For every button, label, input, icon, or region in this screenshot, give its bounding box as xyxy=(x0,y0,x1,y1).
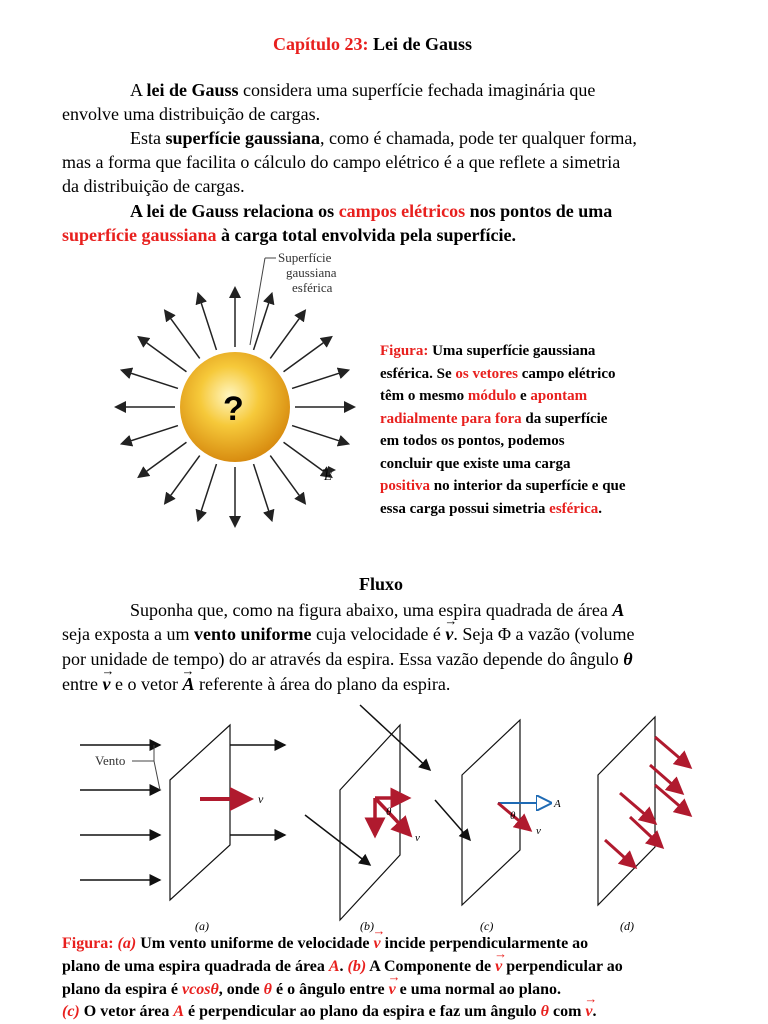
text: esférica xyxy=(549,500,599,517)
text: , onde xyxy=(218,981,264,998)
text: por unidade de tempo) do ar através da espira. Essa vazão depende do ângulo xyxy=(62,649,624,669)
text: esférica. Se xyxy=(380,365,456,382)
field-arrow xyxy=(166,312,200,359)
text: em todos os pontos, podemos xyxy=(380,433,565,449)
text: mas a forma que facilita o cálculo do campo elétrico é a que reflete a simetria xyxy=(62,152,621,172)
velocity-arrow xyxy=(375,798,410,835)
wind-line xyxy=(305,815,370,865)
sphere-label-1: Superfície xyxy=(278,250,332,265)
text: vcosθ xyxy=(182,981,219,998)
text: seja exposta a um xyxy=(62,624,194,644)
field-arrow xyxy=(270,456,304,503)
field-arrow xyxy=(199,464,217,519)
text: é perpendicular ao plano da espira e faz um ângulo xyxy=(184,1003,541,1020)
intro-line-6 xyxy=(130,200,612,222)
text: perpendicular ao xyxy=(502,958,623,975)
text: plano da espira é xyxy=(62,981,183,998)
text: entre xyxy=(62,674,103,694)
v-label: v xyxy=(415,832,420,844)
label-leader-line xyxy=(250,258,265,345)
velocity-arrow xyxy=(605,840,635,867)
intro-line-1 xyxy=(130,79,595,101)
a-label: A xyxy=(554,798,561,810)
field-arrow xyxy=(292,371,347,389)
theta-label: θ xyxy=(510,810,516,822)
field-arrow xyxy=(254,295,272,350)
text: . Seja Φ a vazão (volume xyxy=(453,624,635,644)
text: θ xyxy=(540,1003,549,1020)
text: os vetores xyxy=(455,365,519,382)
text: Figura: xyxy=(62,935,114,952)
velocity-symbol: → v xyxy=(585,1001,592,1024)
question-mark: ? xyxy=(223,390,244,428)
field-label-e: E xyxy=(324,468,332,483)
text: e xyxy=(516,388,531,404)
text: . xyxy=(339,958,348,975)
velocity-arrow xyxy=(655,785,690,815)
velocity-arrow xyxy=(620,793,655,823)
field-arrow xyxy=(284,338,331,372)
text: é o ângulo entre xyxy=(271,981,389,998)
text: θ xyxy=(623,649,633,669)
velocity-arrow xyxy=(655,737,690,767)
sphere-label-3: esférica xyxy=(292,280,333,295)
text: θ xyxy=(263,981,272,998)
panel-b-label: (b) xyxy=(360,919,374,933)
text: A xyxy=(612,600,625,620)
velocity-arrow xyxy=(630,817,662,847)
field-arrow xyxy=(270,312,304,359)
panel-a-label: (a) xyxy=(195,919,209,933)
gaussian-sphere-figure xyxy=(110,250,370,530)
square-loop xyxy=(340,725,400,920)
theta-label: θ xyxy=(386,806,392,818)
text: , como é chamada, pode ter qualquer forma, xyxy=(320,128,637,148)
text: superfície gaussiana xyxy=(165,128,321,148)
intro-line-2 xyxy=(62,103,320,125)
velocity-symbol: → v xyxy=(445,623,453,645)
velocity-symbol: → v xyxy=(374,933,381,956)
text: lei de Gauss xyxy=(146,80,239,100)
field-arrow xyxy=(140,338,187,372)
wind-line xyxy=(360,705,430,770)
text: positiva xyxy=(380,478,431,494)
text: A xyxy=(130,80,147,100)
sphere-label-2: gaussiana xyxy=(286,265,337,280)
text: (a) xyxy=(117,935,137,952)
loop-caption-line-4 xyxy=(62,1001,597,1024)
loop-caption-line-1 xyxy=(62,933,588,956)
field-arrow xyxy=(166,456,200,503)
text: da superfície xyxy=(521,410,608,427)
panel-c xyxy=(462,720,561,933)
text: módulo xyxy=(467,388,517,404)
text: apontam xyxy=(530,388,588,404)
panel-b xyxy=(305,705,470,933)
panel-a xyxy=(80,725,285,933)
text: referente à área do plano da espira. xyxy=(194,674,451,694)
chapter-title xyxy=(273,33,472,55)
text: A xyxy=(328,958,340,975)
field-arrow xyxy=(123,426,178,444)
text: à carga total envolvida pela superfície. xyxy=(216,225,516,245)
field-arrow xyxy=(254,464,272,519)
v-label: v xyxy=(258,792,264,806)
text: superfície gaussiana xyxy=(62,225,217,245)
text: plano de uma espira quadrada de área xyxy=(62,958,329,975)
chapter-prefix: Capítulo 23: xyxy=(273,34,369,54)
text: (c) xyxy=(62,1003,80,1020)
text: incide perpendicularmente ao xyxy=(380,935,589,952)
velocity-symbol: → v xyxy=(389,979,396,1002)
wind-leader xyxy=(132,745,160,790)
intro-line-4 xyxy=(62,151,620,173)
text: e uma normal ao plano. xyxy=(395,981,562,998)
text: têm o mesmo xyxy=(380,388,468,404)
velocity-symbol: → v xyxy=(102,673,110,695)
velocity-symbol: → v xyxy=(495,956,502,979)
text: Um vento uniforme de velocidade xyxy=(136,935,374,952)
flux-line-4 xyxy=(62,673,450,695)
text: A lei de Gauss relaciona os xyxy=(130,201,339,221)
text: campo elétrico xyxy=(518,365,616,382)
field-arrow xyxy=(292,426,347,444)
loop-caption-line-3 xyxy=(62,979,561,1002)
intro-line-5 xyxy=(62,175,245,197)
wind-label: Vento xyxy=(95,753,126,768)
field-arrow xyxy=(140,442,187,476)
text: no interior da superfície e que xyxy=(430,478,626,494)
text: . xyxy=(592,1003,597,1020)
text: A Componente de xyxy=(366,958,496,975)
flux-heading: Fluxo xyxy=(359,574,404,594)
panel-d-label: (d) xyxy=(620,919,634,933)
text: envolve uma distribuição de cargas. xyxy=(62,104,321,124)
text: nos pontos de uma xyxy=(465,201,613,221)
intro-line-7 xyxy=(62,224,516,246)
text: O vetor área xyxy=(79,1003,174,1020)
loop-caption-line-2 xyxy=(62,956,623,979)
text: da distribuição de cargas. xyxy=(62,176,245,196)
text: e o vetor xyxy=(110,674,183,694)
flux-line-1 xyxy=(130,599,624,621)
flux-line-3 xyxy=(62,648,633,670)
text: Suponha que, como na figura abaixo, uma espira quadrada de área xyxy=(130,600,613,620)
wind-line xyxy=(435,800,470,840)
area-symbol: → A xyxy=(182,673,194,695)
text: essa carga possui simetria xyxy=(380,500,550,517)
square-loop xyxy=(598,717,655,905)
text: . xyxy=(598,500,603,517)
text: (b) xyxy=(347,958,367,975)
wind-loop-figure xyxy=(70,695,710,935)
text: radialmente para fora xyxy=(380,410,522,427)
text: com xyxy=(548,1003,586,1020)
text: Esta xyxy=(130,128,166,148)
field-arrow xyxy=(199,295,217,350)
chapter-name: Lei de Gauss xyxy=(373,34,473,54)
text: A xyxy=(173,1003,185,1020)
panel-c-label: (c) xyxy=(480,919,494,933)
flux-line-2 xyxy=(62,623,634,645)
intro-line-3 xyxy=(130,127,637,149)
text: Uma superfície gaussiana xyxy=(428,343,596,359)
v-label: v xyxy=(536,825,541,837)
square-loop xyxy=(170,725,230,900)
text: Figura: xyxy=(380,343,429,359)
panel-d xyxy=(598,717,690,933)
text: campos elétricos xyxy=(338,201,466,221)
text: cuja velocidade é xyxy=(311,624,446,644)
text: vento uniforme xyxy=(193,624,312,644)
sphere-caption xyxy=(380,340,626,520)
field-arrow xyxy=(123,371,178,389)
text: considera uma superfície fechada imaginária que xyxy=(238,80,596,100)
text: concluir que existe uma carga xyxy=(380,455,571,472)
